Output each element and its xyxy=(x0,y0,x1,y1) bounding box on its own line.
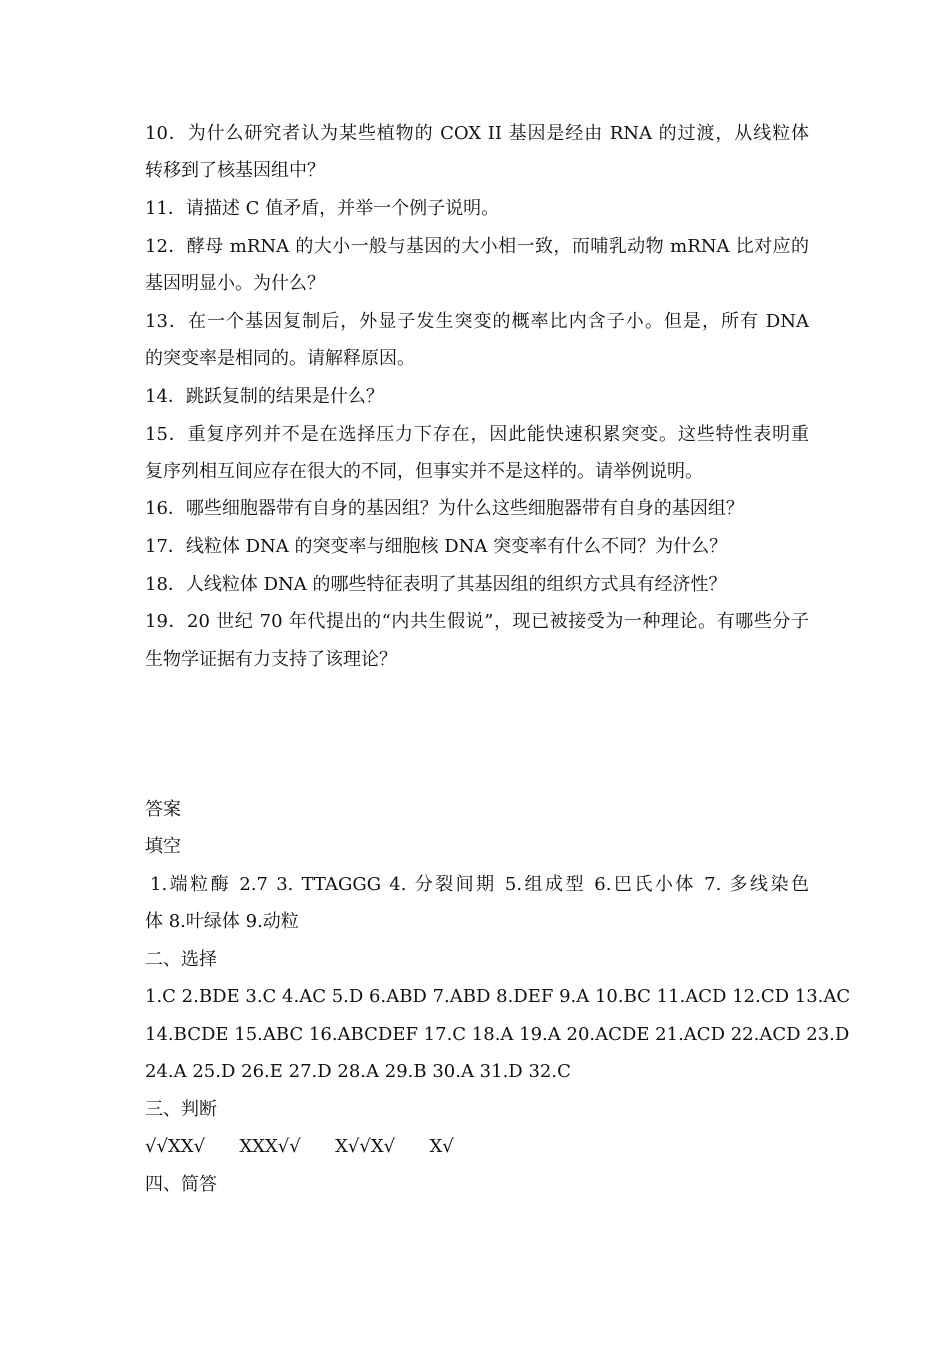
question-14: 14．跳跃复制的结果是什么？ xyxy=(145,386,384,407)
question-19-line-2: 生物学证据有力支持了该理论？ xyxy=(145,649,397,670)
question-17: 17．线粒体 DNA 的突变率与细胞核 DNA 突变率有什么不同？为什么？ xyxy=(145,536,728,557)
judge-heading: 三、判断 xyxy=(145,1099,217,1120)
choice-answers-line-2: 14.BCDE 15.ABC 16.ABCDEF 17.C 18.A 19.A 20.ACDE 21.ACD 22.ACD 23.D xyxy=(145,1024,850,1045)
question-11: 11．请描述 C 值矛盾，并举一个例子说明。 xyxy=(145,198,500,219)
question-13-line-1: 13．在一个基因复制后，外显子发生突变的概率比内含子小。但是，所有 DNA xyxy=(145,311,809,332)
question-19-line-1: 19．20 世纪 70 年代提出的“内共生假说”，现已被接受为一种理论。有哪些分子 xyxy=(145,611,809,632)
choice-answers-line-1: 1.C 2.BDE 3.C 4.AC 5.D 6.ABD 7.ABD 8.DEF 9.A 10.BC 11.ACD 12.CD 13.AC xyxy=(145,986,851,1007)
question-10-line-2: 转移到了核基因组中？ xyxy=(145,160,325,181)
question-10-line-1: 10．为什么研究者认为某些植物的 COX II 基因是经由 RNA 的过渡，从线粒体 xyxy=(145,123,809,144)
question-12-line-2: 基因明显小。为什么？ xyxy=(145,273,325,294)
fill-heading: 填空 xyxy=(145,836,181,857)
choice-answers-line-3: 24.A 25.D 26.E 27.D 28.A 29.B 30.A 31.D 32.C xyxy=(145,1061,571,1082)
judge-answers: √√XX√ XXX√√ X√√X√ X√ xyxy=(145,1136,454,1157)
short-answer-heading: 四、简答 xyxy=(145,1174,217,1195)
question-13-line-2: 的突变率是相同的。请解释原因。 xyxy=(145,348,415,369)
question-15-line-1: 15．重复序列并不是在选择压力下存在，因此能快速积累突变。这些特性表明重 xyxy=(145,424,809,445)
choice-heading: 二、选择 xyxy=(145,949,217,970)
question-16: 16．哪些细胞器带有自身的基因组？为什么这些细胞器带有自身的基因组？ xyxy=(145,498,744,519)
answers-heading: 答案 xyxy=(145,799,181,820)
fill-answers-line-2: 体 8.叶绿体 9.动粒 xyxy=(145,911,299,932)
question-12-line-1: 12．酵母 mRNA 的大小一般与基因的大小相一致，而哺乳动物 mRNA 比对应的 xyxy=(145,236,809,257)
question-15-line-2: 复序列相互间应存在很大的不同，但事实并不是这样的。请举例说明。 xyxy=(145,461,703,482)
fill-answers-line-1: 1.端粒酶 2.7 3. TTAGGG 4. 分裂间期 5.组成型 6.巴氏小体 7. 多线染色 xyxy=(150,874,809,895)
question-18: 18．人线粒体 DNA 的哪些特征表明了其基因组的组织方式具有经济性？ xyxy=(145,574,727,595)
